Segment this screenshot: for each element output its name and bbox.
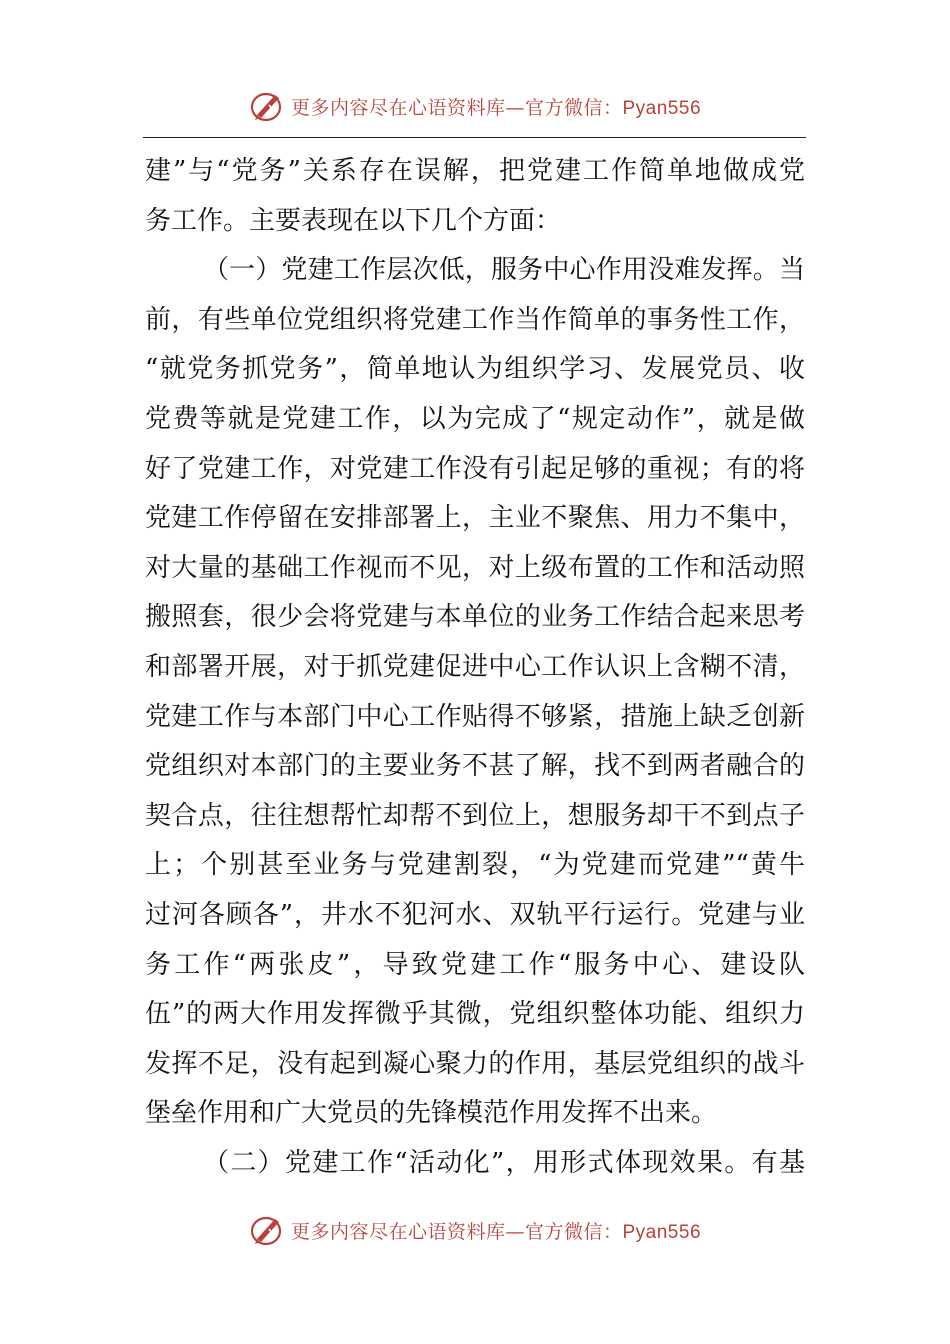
document-body (145, 147, 805, 1188)
text-line: 伍”的两大作用发挥微乎其微，党组织整体功能、组织力 (145, 999, 805, 1030)
text-line: 上；个别甚至业务与党建割裂，“为党建而党建”“黄牛 (145, 850, 805, 881)
footer-banner (0, 1210, 950, 1250)
header-banner-contact: 官方微信： (524, 96, 623, 119)
section-heading-line: （一）党建工作层次低，服务中心作用没难发挥。当 (203, 255, 805, 286)
footer-banner-title: 更多内容尽在心语资料库 (290, 1220, 506, 1243)
footer-banner-dash: — (505, 1220, 525, 1243)
text-line: 对大量的基础工作视而不见，对上级布置的工作和活动照 (145, 552, 805, 583)
text-line: 好了党建工作，对党建工作没有引起足够的重视；有的将 (145, 453, 805, 484)
header-divider (143, 137, 806, 138)
text-line: 党建工作停留在安排部署上，主业不聚焦、用力不集中， (145, 503, 805, 534)
footer-banner-id: Pyan556 (622, 1221, 702, 1243)
text-line: 党组织对本部门的主要业务不甚了解，找不到两者融合的 (145, 751, 805, 782)
footer-banner-text (291, 1217, 701, 1244)
text-line: 前，有些单位党组织将党建工作当作简单的事务性工作， (145, 304, 805, 335)
header-banner (0, 86, 950, 126)
text-line: 契合点，往往想帮忙却帮不到位上，想服务却干不到点子 (145, 800, 805, 831)
pen-logo-icon (249, 89, 285, 123)
header-banner-id: Pyan556 (622, 97, 702, 119)
header-banner-dash: — (505, 96, 525, 119)
text-line: 和部署开展，对于抓党建促进中心工作认识上含糊不清， (145, 651, 805, 682)
text-line: 搬照套，很少会将党建与本单位的业务工作结合起来思考 (145, 602, 805, 633)
header-banner-text (291, 93, 701, 120)
pen-logo-icon (249, 1213, 285, 1247)
text-line: 党建工作与本部门中心工作贴得不够紧，措施上缺乏创新 (145, 701, 805, 732)
header-banner-title: 更多内容尽在心语资料库 (290, 96, 506, 119)
footer-banner-contact: 官方微信： (524, 1220, 623, 1243)
text-line: 建”与“党务”关系存在误解，把党建工作简单地做成党 (145, 156, 805, 186)
text-line: “就党务抓党务”，简单地认为组织学习、发展党员、收 (145, 354, 805, 385)
text-line: 务工作“两张皮”，导致党建工作“服务中心、建设队 (145, 949, 805, 980)
text-line: 过河各顾各”，井水不犯河水、双轨平行运行。党建与业 (145, 899, 805, 930)
text-line: 堡垒作用和广大党员的先锋模范作用发挥不出来。 (145, 1098, 718, 1129)
text-line: 务工作。主要表现在以下几个方面： (145, 205, 562, 236)
text-line: 发挥不足，没有起到凝心聚力的作用，基层党组织的战斗 (145, 1048, 805, 1079)
section-heading-line: （二）党建工作“活动化”，用形式体现效果。有基 (203, 1147, 805, 1178)
text-line: 党费等就是党建工作，以为完成了“规定动作”，就是做 (145, 403, 805, 434)
